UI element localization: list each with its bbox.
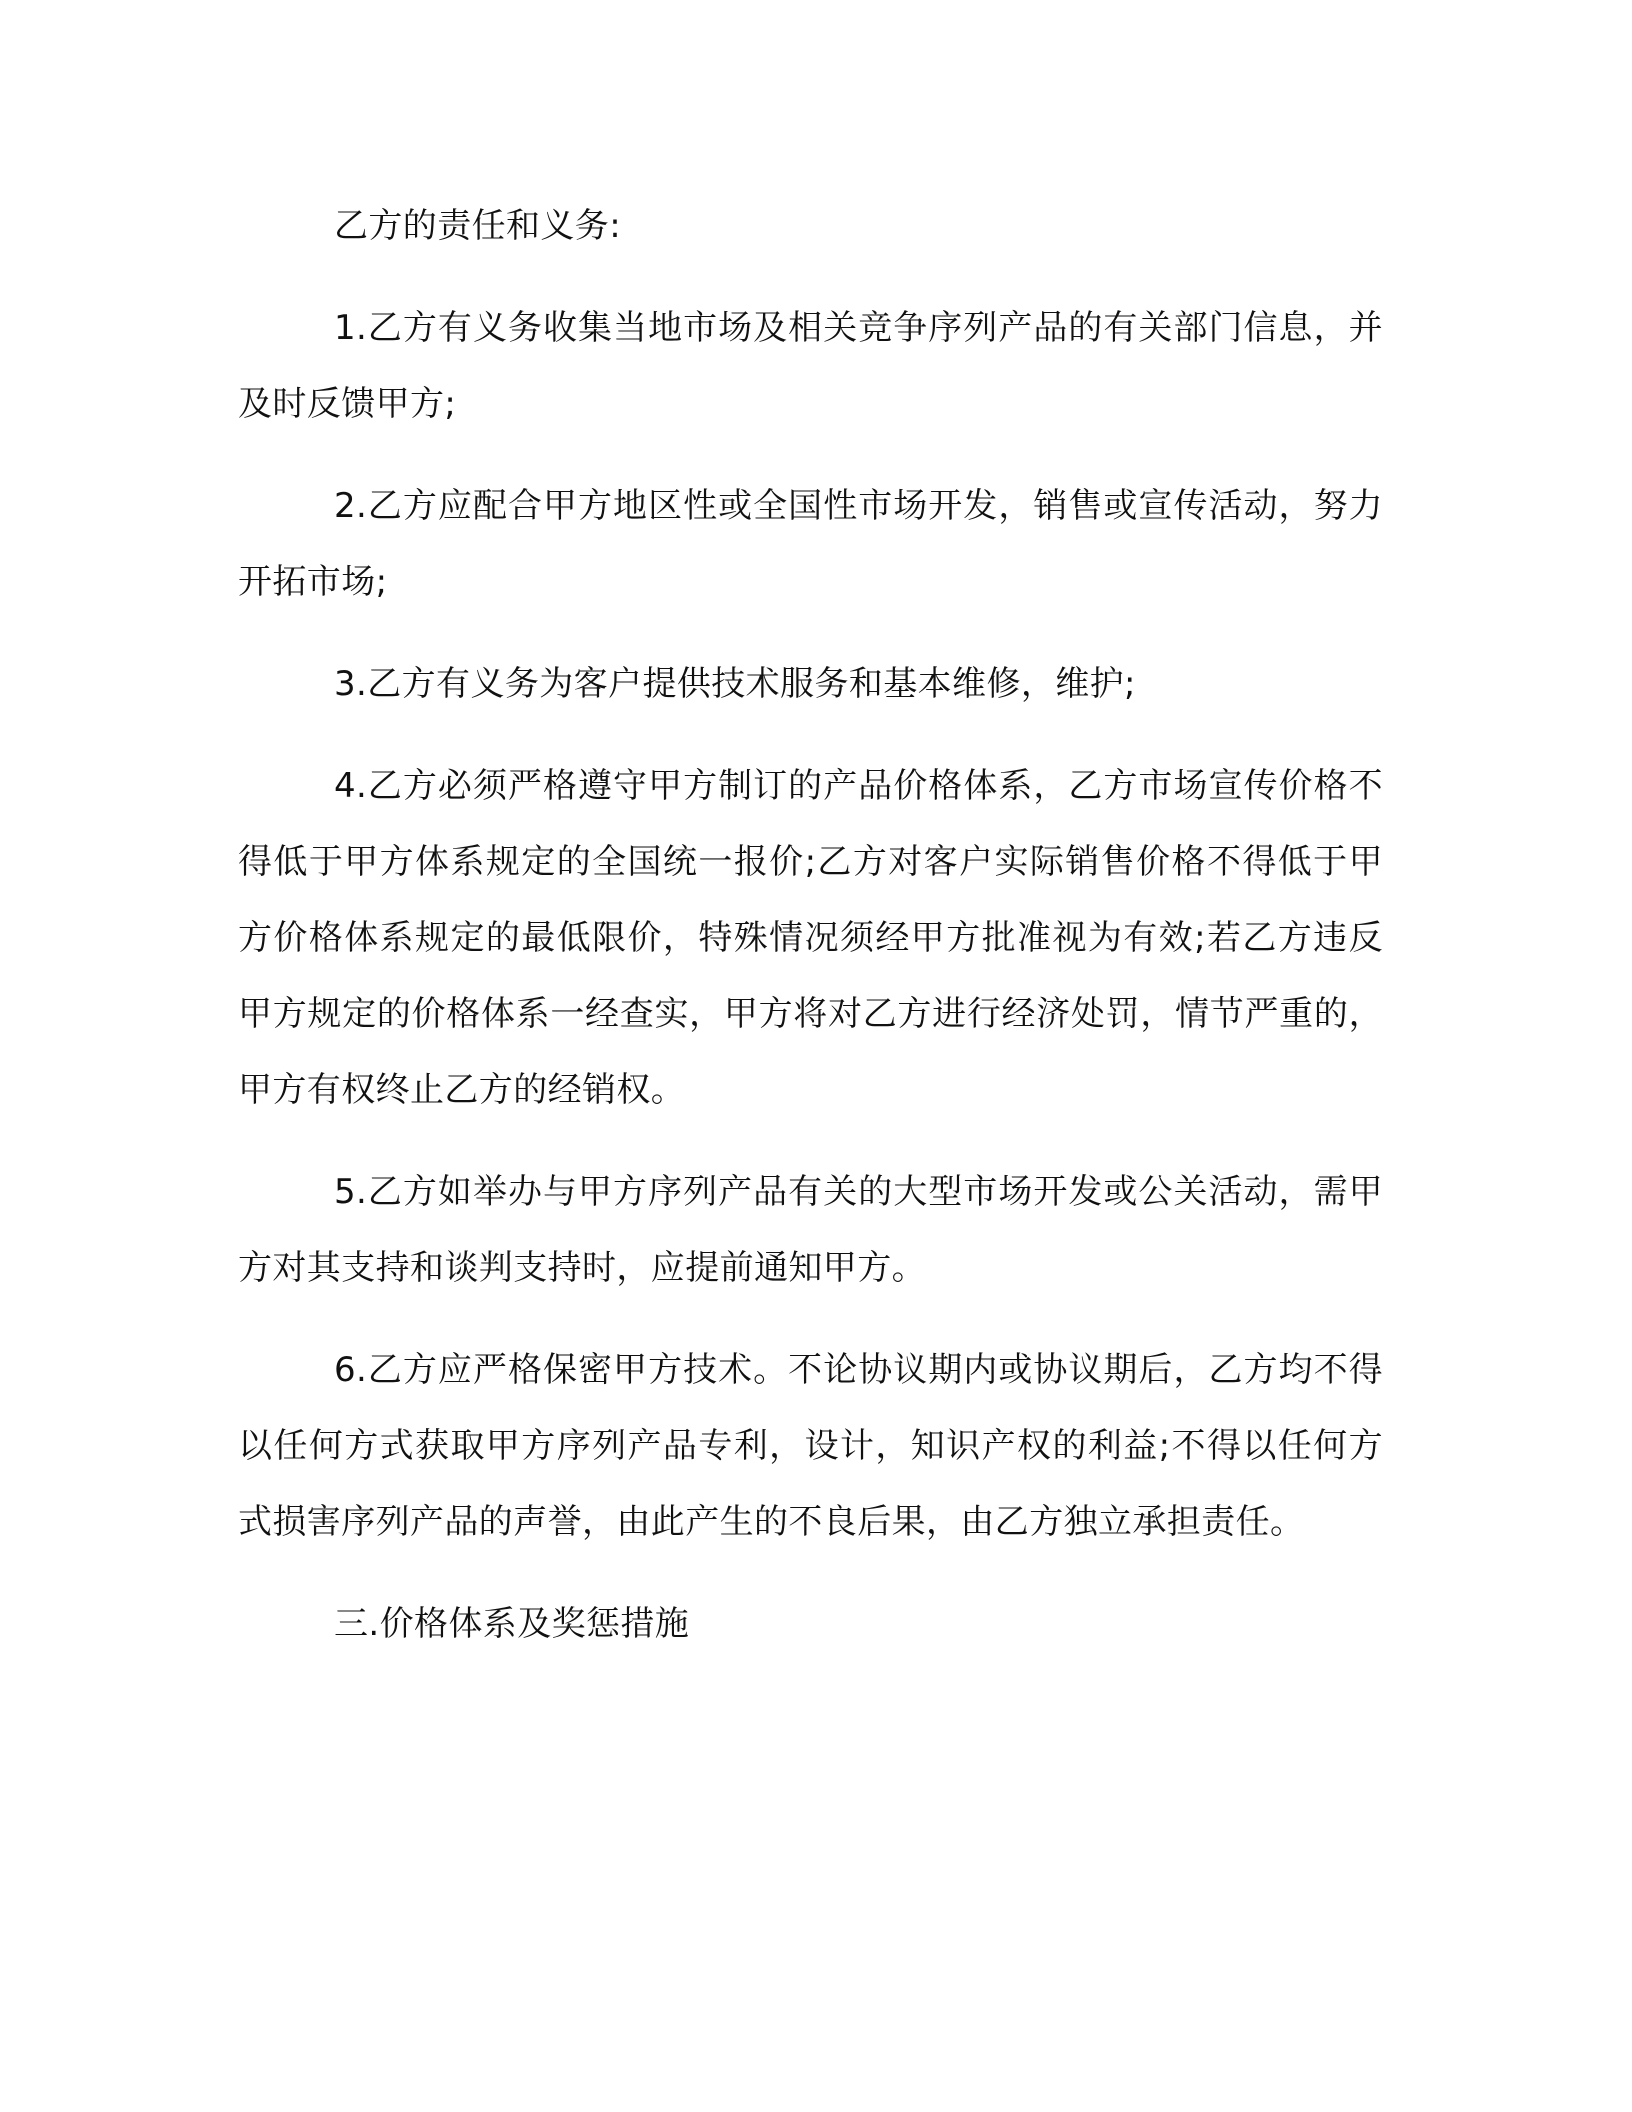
clause-1: 1.乙方有义务收集当地市场及相关竞争序列产品的有关部门信息，并及时反馈甲方; bbox=[238, 308, 1383, 424]
clause-4: 4.乙方必须严格遵守甲方制订的产品价格体系，乙方市场宣传价格不得低于甲方体系规定的全国统一报价;乙方对客户实际销售价格不得低于甲方价格体系规定的最低限价，特殊情况须经甲方批准视为有效;若乙方违反甲方规定的价格体系一经查实，甲方将对乙方进行经济处罚，情节严重的，甲方有权终止乙方的经销权。 bbox=[238, 766, 1383, 1110]
clause-6: 6.乙方应严格保密甲方技术。不论协议期内或协议期后，乙方均不得以任何方式获取甲方序列产品专利，设计，知识产权的利益;不得以任何方式损害序列产品的声誉，由此产生的不良后果，由乙方独立承担责任。 bbox=[238, 1350, 1383, 1542]
clause-2: 2.乙方应配合甲方地区性或全国性市场开发，销售或宣传活动，努力开拓市场; bbox=[238, 486, 1383, 602]
clause-5: 5.乙方如举办与甲方序列产品有关的大型市场开发或公关活动，需甲方对其支持和谈判支持时，应提前通知甲方。 bbox=[238, 1172, 1383, 1288]
section-heading-pricing: 三.价格体系及奖惩措施 bbox=[334, 1604, 690, 1644]
section-heading-obligations: 乙方的责任和义务: bbox=[334, 206, 622, 246]
clause-3: 3.乙方有义务为客户提供技术服务和基本维修，维护; bbox=[334, 664, 1136, 704]
document-body bbox=[238, 188, 1383, 1662]
